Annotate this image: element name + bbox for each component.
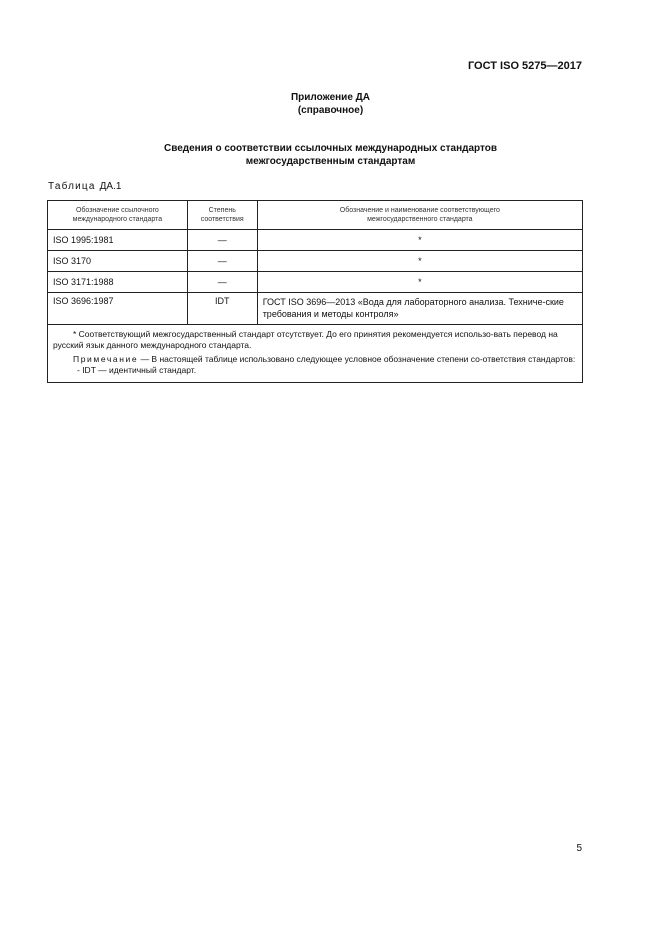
table-notes-row xyxy=(48,325,583,383)
correspondence-table xyxy=(47,200,583,383)
table-header-row xyxy=(48,201,583,230)
cell-name: * xyxy=(257,251,582,272)
appendix-type: (справочное) xyxy=(297,105,364,116)
table-row xyxy=(48,293,583,325)
cell-degree: — xyxy=(187,251,257,272)
page-number: 5 xyxy=(576,843,582,854)
table-caption-word: Таблица xyxy=(48,181,96,192)
cell-ref: ISO 3696:1987 xyxy=(48,293,188,325)
section-title-line2: межгосударственным стандартам xyxy=(245,156,416,167)
table-footnote: * Соответствующий межгосударственный стандарт отсутствует. До его принятия рекомендуется использо-вать перевод на русский язык данного международного стандарта. xyxy=(53,329,558,350)
header-ref-standard: Обозначение ссылочного международного стандарта xyxy=(48,201,188,230)
cell-ref: ISO 3170 xyxy=(48,251,188,272)
section-title-line1: Сведения о соответствии ссылочных международных стандартов xyxy=(163,143,498,154)
header-interstate-standard: Обозначение и наименование соответствующего межгосударственного стандарта xyxy=(257,201,582,230)
cell-name: ГОСТ ISO 3696—2013 «Вода для лабораторного анализа. Техниче-ские требования и методы контроля» xyxy=(257,293,582,325)
table-row xyxy=(48,272,583,293)
cell-degree: IDT xyxy=(187,293,257,325)
table-notes xyxy=(48,325,583,383)
note-item: - IDT — идентичный стандарт. xyxy=(77,365,197,375)
cell-ref: ISO 3171:1988 xyxy=(48,272,188,293)
table-row xyxy=(48,230,583,251)
cell-degree: — xyxy=(187,272,257,293)
appendix-title: Приложение ДА xyxy=(290,92,371,103)
note-text: — В настоящей таблице использовано следующее условное обозначение степени со-ответствия стандартов: xyxy=(138,354,576,364)
table-note xyxy=(53,354,577,365)
cell-name: * xyxy=(257,272,582,293)
cell-degree: — xyxy=(187,230,257,251)
document-code: ГОСТ ISO 5275—2017 xyxy=(467,60,582,72)
cell-name: * xyxy=(257,230,582,251)
section-title xyxy=(0,142,661,168)
header-degree: Степень соответствия xyxy=(187,201,257,230)
table-caption xyxy=(48,181,121,192)
table-row xyxy=(48,251,583,272)
cell-ref: ISO 1995:1981 xyxy=(48,230,188,251)
note-label: Примечание xyxy=(73,354,139,364)
table-caption-number: ДА.1 xyxy=(99,181,122,192)
